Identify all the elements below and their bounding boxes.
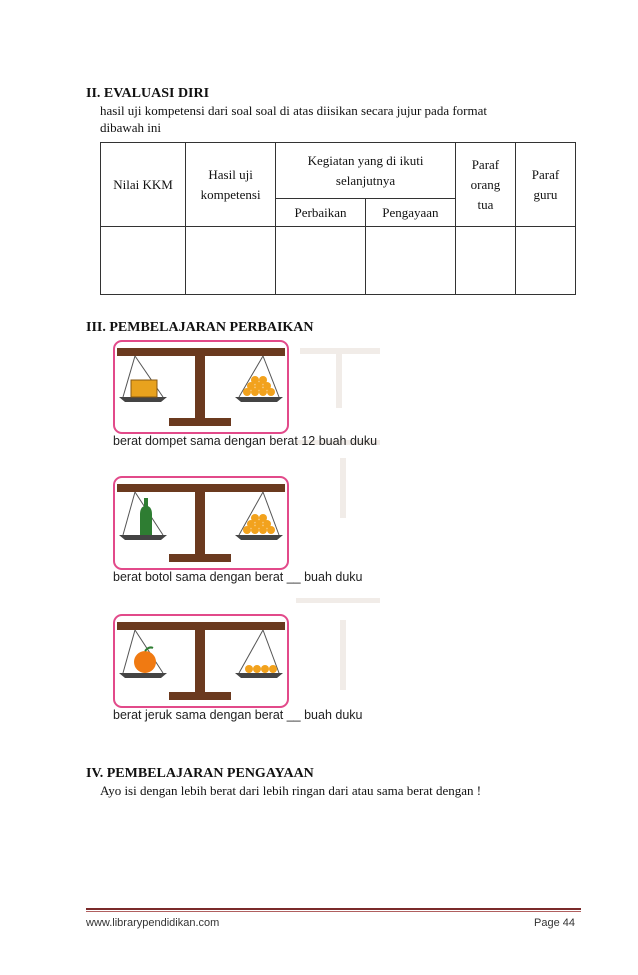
caption-wallet: berat dompet sama dengan berat 12 buah duku: [113, 434, 378, 448]
footer-divider-thin: [86, 911, 581, 912]
header-paraf-guru: Paraf guru: [515, 143, 575, 227]
balance-scale-icon: [115, 616, 287, 706]
caption-orange: berat jeruk sama dengan berat __ buah duku: [113, 708, 363, 722]
header-perbaikan: Perbaikan: [276, 199, 366, 227]
scale-panel-wallet: [113, 340, 289, 434]
section-3-heading: III. PEMBELAJARAN PERBAIKAN: [86, 320, 314, 335]
header-nilai-kkm: Nilai KKM: [101, 143, 186, 227]
header-kegiatan: Kegiatan yang di ikuti selanjutnya: [276, 143, 456, 199]
footer-website: www.librarypendidikan.com: [86, 917, 220, 929]
bottle-icon: [140, 498, 152, 535]
caption-bottle: berat botol sama dengan berat __ buah duku: [113, 570, 363, 584]
cell-nilai-kkm[interactable]: [101, 227, 186, 295]
footer-page-number: Page 44: [534, 917, 575, 929]
cell-perbaikan[interactable]: [276, 227, 366, 295]
wallet-icon: [131, 380, 157, 397]
cell-paraf-orang-tua[interactable]: [455, 227, 515, 295]
cell-paraf-guru[interactable]: [515, 227, 575, 295]
section-2-intro-line1: hasil uji kompetensi dari soal soal di atas diisikan secara jujur pada format: [100, 103, 488, 118]
orange-icon: [134, 651, 156, 673]
section-2-intro-line2: dibawah ini: [100, 120, 162, 135]
cell-pengayaan[interactable]: [365, 227, 455, 295]
balance-scale-icon: [115, 478, 287, 568]
section-2-heading: II. EVALUASI DIRI: [86, 86, 210, 101]
header-pengayaan: Pengayaan: [365, 199, 455, 227]
scale-panel-orange: [113, 614, 289, 708]
scale-panel-bottle: [113, 476, 289, 570]
footer-divider: [86, 908, 581, 910]
section-4-instruction: Ayo isi dengan lebih berat dari lebih ringan dari atau sama berat dengan !: [100, 783, 482, 798]
section-4-heading: IV. PEMBELAJARAN PENGAYAAN: [86, 766, 314, 781]
header-paraf-orang-tua: Paraf orang tua: [455, 143, 515, 227]
balance-scale-icon: [115, 342, 287, 432]
cell-hasil-uji[interactable]: [186, 227, 276, 295]
header-hasil-uji: Hasil uji kompetensi: [186, 143, 276, 227]
evaluation-table: [100, 142, 576, 295]
